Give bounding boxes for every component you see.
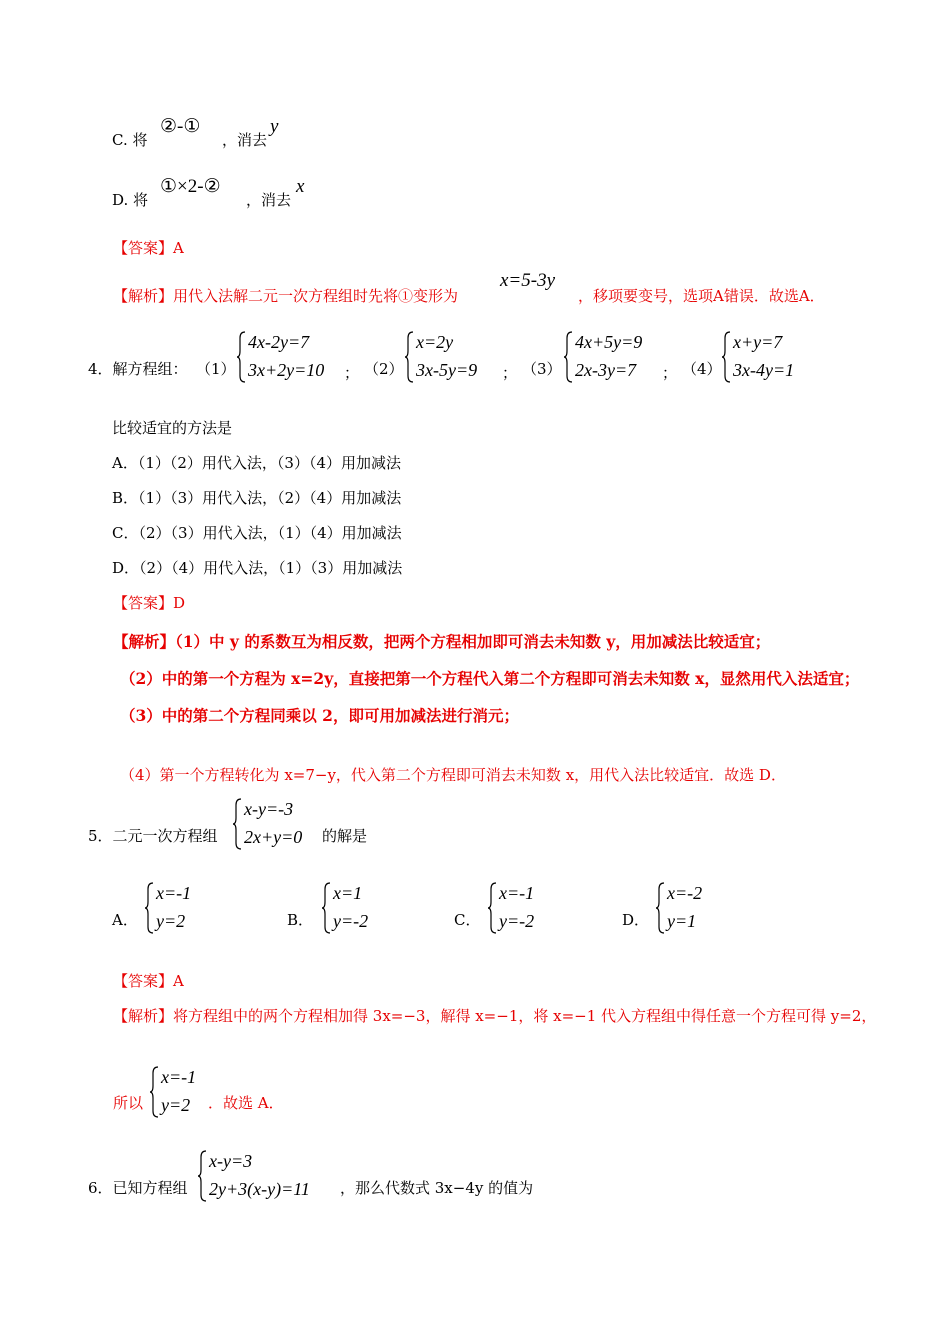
left-brace-icon: [321, 882, 331, 934]
q4-part4-label: （4）: [682, 360, 722, 378]
q5-solution-eq2: y=2: [161, 1095, 191, 1115]
q5-option-c-system: [487, 882, 567, 934]
q6-tail: ，那么代数式 3x−4y 的值为: [340, 1179, 534, 1197]
q4-option-c: C．（2）（3）用代入法，（1）（4）用加减法: [112, 524, 402, 542]
q6-system-eq1: x-y=3: [209, 1151, 253, 1171]
q4-analysis-1: 【解析】（1）中 y 的系数互为相反数，把两个方程相加即可消去未知数 y，用加减法比较适宜；: [113, 632, 771, 651]
q6-stem: 6．已知方程组: [88, 1179, 188, 1197]
q4-analysis-2: （2）中的第一个方程为 x=2y，直接把第一个方程代入第二个方程即可消去未知数 x，显然用代入法适宜；: [120, 669, 860, 688]
q4-sep3: ；: [662, 364, 678, 382]
q3-option-d-label: D. 将: [112, 191, 149, 209]
q5-option-d-eq2: y=1: [667, 911, 697, 931]
q4-option-b: B．（1）（3）用代入法，（2）（4）用加减法: [112, 489, 402, 507]
q5-option-b-eq2: y=-2: [333, 911, 369, 931]
left-brace-icon: [236, 331, 246, 383]
q3-option-c-mid: ，消去: [222, 131, 268, 149]
q6-system-eq2: 2y+3(x-y)=11: [209, 1179, 310, 1199]
q5-option-a-label: A．: [112, 911, 138, 929]
q5-system: [232, 798, 332, 850]
q3-option-c-label: C. 将: [112, 131, 148, 149]
q3-option-c-expr: ②-①: [160, 116, 201, 137]
q4-sep1: ；: [344, 364, 360, 382]
q4-system-1: [236, 331, 356, 383]
q3-answer: 【答案】A: [113, 239, 184, 257]
q5-option-a-system: [144, 882, 224, 934]
q4-system-2-eq1: x=2y: [416, 332, 454, 352]
q4-sep2: ；: [502, 364, 518, 382]
q5-option-b-label: B．: [287, 911, 314, 929]
q4-stem: 比较适宜的方法是: [112, 419, 233, 437]
q5-system-eq1: x-y=-3: [244, 799, 294, 819]
left-brace-icon: [487, 882, 497, 934]
q5-option-d-eq1: x=-2: [667, 883, 703, 903]
q5-option-c-eq2: y=-2: [499, 911, 535, 931]
q5-end: ．故选 A．: [208, 1094, 284, 1112]
q4-option-a: A．（1）（2）用代入法，（3）（4）用加减法: [112, 454, 402, 472]
q5-answer: 【答案】A: [113, 972, 184, 990]
q4-answer: 【答案】D: [113, 594, 186, 612]
q3-option-d-mid: ，消去: [246, 191, 292, 209]
q4-number: 4．解方程组：: [88, 360, 188, 378]
q5-option-d-label: D．: [622, 911, 650, 929]
q6-system: [197, 1150, 347, 1202]
q4-system-1-eq1: 4x-2y=7: [248, 332, 310, 352]
left-brace-icon: [563, 331, 573, 383]
left-brace-icon: [232, 798, 242, 850]
q5-stem-tail: 的解是: [322, 827, 368, 845]
q4-analysis-3: （3）中的第二个方程同乘以 2，即可用加减法进行消元；: [120, 706, 519, 725]
q3-option-d-var: x: [296, 176, 305, 197]
q4-part1-label: （1）: [196, 360, 236, 378]
q4-part3-label: （3）: [522, 360, 562, 378]
left-brace-icon: [149, 1066, 159, 1118]
q5-analysis: 【解析】将方程组中的两个方程相加得 3x=−3，解得 x=−1，将 x=−1 代入方程组中得任意一个方程可得 y=2，: [113, 1007, 877, 1025]
q4-system-3-eq1: 4x+5y=9: [575, 332, 643, 352]
q3-analysis-expr: x=5-3y: [500, 270, 556, 291]
q5-option-d-system: [655, 882, 735, 934]
q4-system-1-eq2: 3x+2y=10: [248, 360, 325, 380]
left-brace-icon: [404, 331, 414, 383]
q4-option-d: D．（2）（4）用代入法，（1）（3）用加减法: [112, 559, 403, 577]
q4-system-2-eq2: 3x-5y=9: [416, 360, 478, 380]
q3-option-d-expr: ①×2-②: [160, 176, 221, 197]
q4-system-3-eq2: 2x-3y=7: [575, 360, 637, 380]
q4-system-4-eq2: 3x-4y=1: [733, 360, 795, 380]
q5-option-a-eq1: x=-1: [156, 883, 192, 903]
q3-analysis-pre: 【解析】用代入法解二元一次方程组时先将①变形为: [113, 287, 459, 305]
q5-option-a-eq2: y=2: [156, 911, 186, 931]
q5-option-c-label: C．: [454, 911, 481, 929]
q5-stem: 5．二元一次方程组: [88, 827, 218, 845]
q5-system-eq2: 2x+y=0: [244, 827, 303, 847]
q4-analysis-4: （4）第一个方程转化为 x=7−y，代入第二个方程即可消去未知数 x，用代入法比较适宜．故选 D．: [120, 766, 786, 784]
q5-option-b-eq1: x=1: [333, 883, 363, 903]
q4-system-2: [404, 331, 514, 383]
q4-system-4: [721, 331, 831, 383]
left-brace-icon: [197, 1150, 207, 1202]
q5-option-b-system: [321, 882, 401, 934]
q3-analysis-post: ，移项要变号，选项A错误．故选A．: [578, 287, 825, 305]
q5-solution-eq1: x=-1: [161, 1067, 197, 1087]
q4-system-3: [563, 331, 673, 383]
left-brace-icon: [144, 882, 154, 934]
q4-part2-label: （2）: [364, 360, 404, 378]
q5-so: 所以: [113, 1094, 144, 1112]
left-brace-icon: [655, 882, 665, 934]
q3-option-c-var: y: [270, 116, 279, 137]
left-brace-icon: [721, 331, 731, 383]
q4-system-4-eq1: x+y=7: [733, 332, 783, 352]
q5-option-c-eq1: x=-1: [499, 883, 535, 903]
